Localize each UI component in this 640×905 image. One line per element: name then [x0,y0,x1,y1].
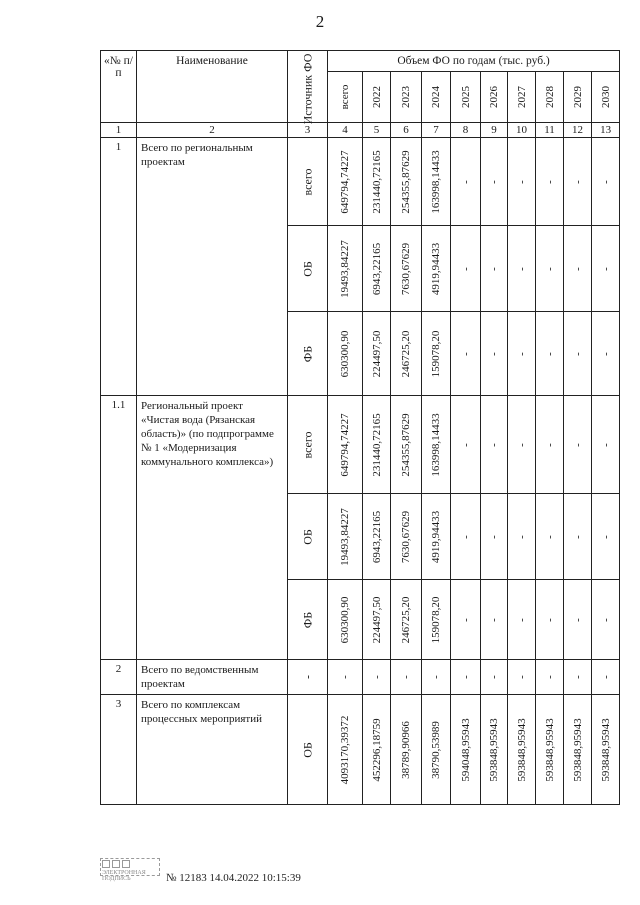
value-cell [363,580,391,660]
value-cell-text: 594048,95943 [459,718,472,782]
value-cell [508,396,536,494]
value-cell [451,138,481,226]
column-number: 4 [328,123,363,138]
table-row [101,138,620,226]
column-number: 3 [288,123,328,138]
source-cell-text: - [300,675,314,680]
value-cell-text: 231440,72165 [370,149,383,214]
header-year-2022 [363,72,391,123]
source-cell-text: ФБ [300,345,314,362]
value-cell [328,312,363,396]
value-cell [508,695,536,805]
value-cell-text: - [515,442,528,447]
value-cell [564,695,592,805]
value-cell-text: - [599,534,612,539]
value-cell [508,138,536,226]
value-cell-text: - [543,675,556,679]
source-cell [288,660,328,695]
value-cell-text: 163998,14433 [430,412,442,477]
value-cell [508,226,536,312]
value-cell-text: 649794,74227 [339,149,351,214]
source-cell-text: ОБ [300,741,314,758]
value-cell [592,580,620,660]
value-cell [391,138,422,226]
value-cell-text: 593848,95943 [488,718,500,782]
value-cell-text: 254355,87629 [400,412,412,477]
value-cell-text: - [459,617,472,622]
header-year-2030 [592,72,620,123]
value-cell [422,138,451,226]
value-cell [481,226,508,312]
value-cell-text: - [515,351,528,356]
value-cell-text: - [488,534,500,539]
column-number: 11 [536,123,564,138]
value-cell [328,580,363,660]
value-cell [508,580,536,660]
header-year-2025-text: 2025 [459,86,472,108]
header-total [328,72,363,123]
value-cell-text: - [599,351,612,356]
value-cell-text: 4919,94433 [430,510,442,563]
row-number: 1.1 [101,396,137,660]
value-cell [564,580,592,660]
value-cell [451,494,481,580]
value-cell [592,396,620,494]
value-cell [422,580,451,660]
source-cell [288,396,328,494]
source-cell-text: ОБ [300,528,314,545]
value-cell-text: - [571,675,584,679]
value-cell-text: 7630,67629 [400,242,412,295]
source-cell [288,580,328,660]
value-cell-text: - [571,351,584,356]
value-cell [391,660,422,695]
value-cell-text: 159078,20 [430,330,442,377]
value-cell [391,494,422,580]
value-cell-text: 649794,74227 [339,412,351,477]
row-name: Всего по ведомственным проектам [137,660,288,695]
value-cell [391,226,422,312]
header-year-2023 [391,72,422,123]
value-cell [422,396,451,494]
value-cell-text: 593848,95943 [599,718,612,782]
value-cell [592,138,620,226]
value-cell-text: - [543,179,556,184]
header-year-2024 [422,72,451,123]
value-cell [564,312,592,396]
value-cell [328,138,363,226]
value-cell [481,312,508,396]
value-cell-text: - [459,351,472,356]
column-number: 12 [564,123,592,138]
value-cell [328,660,363,695]
registration-footer [100,855,520,885]
value-cell-text: - [599,617,612,622]
value-cell-text: 246725,20 [400,330,412,377]
value-cell [363,660,391,695]
value-cell-text: 593848,95943 [515,718,528,782]
value-cell [363,138,391,226]
column-number: 6 [391,123,422,138]
value-cell-text: 254355,87629 [400,149,412,214]
header-year-2026 [481,72,508,123]
value-cell [422,312,451,396]
header-year-2025 [451,72,481,123]
value-cell-text: 246725,20 [400,596,412,643]
value-cell [328,226,363,312]
row-number: 1 [101,138,137,396]
value-cell [536,580,564,660]
column-number: 5 [363,123,391,138]
header-year-2024-text: 2024 [430,86,442,108]
value-cell-text: - [571,266,584,271]
source-cell [288,695,328,805]
value-cell-text: 231440,72165 [370,412,383,477]
row-name: Региональный проект «Чистая вода (Рязанская область)» (по подпрограмме № 1 «Модернизация коммунального комплекса») [137,396,288,660]
value-cell-text: 38789,90966 [400,720,412,779]
value-cell-text: - [339,675,351,679]
value-cell-text: 4919,94433 [430,242,442,295]
header-year-2028 [536,72,564,123]
value-cell-text: 224497,50 [370,596,383,643]
header-year-2029-text: 2029 [571,86,584,108]
header-year-2022-text: 2022 [370,86,383,108]
value-cell [508,660,536,695]
value-cell-text: - [599,675,612,679]
value-cell-text: 159078,20 [430,596,442,643]
value-cell [451,226,481,312]
value-cell-text: - [543,617,556,622]
value-cell-text: - [515,266,528,271]
value-cell-text: - [430,675,442,679]
value-cell [592,312,620,396]
row-name: Всего по региональным проектам [137,138,288,396]
value-cell [363,312,391,396]
value-cell [481,660,508,695]
value-cell [592,226,620,312]
value-cell-text: - [515,675,528,679]
column-number: 9 [481,123,508,138]
header-total-text: всего [339,84,351,110]
value-cell [451,580,481,660]
source-cell-text: всего [300,167,314,196]
value-cell [363,494,391,580]
header-year-2026-text: 2026 [488,86,500,108]
value-cell-text: - [400,675,412,679]
header-volume: Объем ФО по годам (тыс. руб.) [328,51,620,72]
value-cell [564,396,592,494]
row-number: 3 [101,695,137,805]
value-cell-text: 593848,95943 [571,718,584,782]
value-cell-text: 6943,22165 [370,242,383,295]
value-cell-text: - [515,534,528,539]
value-cell-text: - [543,351,556,356]
header-year-2029 [564,72,592,123]
source-cell-text: всего [300,430,314,459]
value-cell-text: - [571,617,584,622]
value-cell [391,396,422,494]
value-cell-text: - [459,534,472,539]
value-cell [564,660,592,695]
value-cell-text: - [599,442,612,447]
value-cell [422,226,451,312]
source-cell [288,312,328,396]
source-cell [288,226,328,312]
value-cell-text: 4093170,39372 [339,715,351,785]
header-num: «№ п/п [101,51,137,123]
value-cell-text: - [488,617,500,622]
row-number: 2 [101,660,137,695]
header-source-text: Источник ФО [300,53,314,125]
source-cell [288,138,328,226]
header-year-2027-text: 2027 [515,86,528,108]
value-cell [451,312,481,396]
value-cell [451,695,481,805]
value-cell-text: - [459,266,472,271]
value-cell-text: - [599,266,612,271]
signature-stamp [100,858,160,882]
header-name: Наименование [137,51,288,123]
value-cell-text: - [488,351,500,356]
value-cell-text: 19493,84227 [339,507,351,566]
value-cell [363,396,391,494]
value-cell-text: 452296,18759 [370,718,383,782]
header-year-2030-text: 2030 [599,86,612,108]
header-year-2027 [508,72,536,123]
value-cell [536,312,564,396]
value-cell [328,494,363,580]
value-cell-text: 19493,84227 [339,239,351,298]
value-cell [451,396,481,494]
value-cell [422,695,451,805]
value-cell [391,580,422,660]
stamp-text: ЭЛЕКТРОННАЯ ПОДПИСЬ [102,870,146,882]
value-cell [391,312,422,396]
value-cell [481,494,508,580]
value-cell-text: - [599,179,612,184]
value-cell [536,226,564,312]
registration-number: № 12183 14.04.2022 10:15:39 [166,872,301,884]
value-cell-text: - [488,179,500,184]
header-source [288,51,328,123]
value-cell [536,396,564,494]
value-cell-text: 7630,67629 [400,510,412,563]
row-name: Всего по комплексам процессных мероприятий [137,695,288,805]
value-cell-text: - [515,179,528,184]
value-cell-text: - [543,534,556,539]
table-row [101,396,620,494]
value-cell-text: - [543,442,556,447]
column-number: 8 [451,123,481,138]
value-cell-text: 630300,90 [339,330,351,377]
value-cell [422,660,451,695]
value-cell-text: - [488,675,500,679]
value-cell-text: - [488,266,500,271]
value-cell-text: 630300,90 [339,596,351,643]
value-cell [363,226,391,312]
value-cell [536,138,564,226]
value-cell-text: 593848,95943 [543,718,556,782]
value-cell-text: 38790,53989 [430,720,442,779]
value-cell [391,695,422,805]
value-cell [508,494,536,580]
value-cell [481,138,508,226]
value-cell-text: - [515,617,528,622]
value-cell [592,695,620,805]
value-cell [328,695,363,805]
value-cell [481,396,508,494]
value-cell [592,660,620,695]
value-cell [536,494,564,580]
value-cell [363,695,391,805]
value-cell [536,695,564,805]
column-number: 2 [137,123,288,138]
value-cell-text: - [571,534,584,539]
value-cell-text: - [543,266,556,271]
source-cell-text: ОБ [300,260,314,277]
source-cell [288,494,328,580]
value-cell-text: - [571,179,584,184]
value-cell [481,695,508,805]
header-year-2023-text: 2023 [400,86,412,108]
header-year-2028-text: 2028 [543,86,556,108]
value-cell [481,580,508,660]
value-cell [536,660,564,695]
value-cell-text: - [571,442,584,447]
value-cell [592,494,620,580]
value-cell-text: - [488,442,500,447]
column-number: 13 [592,123,620,138]
column-number: 7 [422,123,451,138]
value-cell-text: - [459,675,472,679]
table-row [101,660,620,695]
value-cell [422,494,451,580]
column-number: 1 [101,123,137,138]
value-cell [328,396,363,494]
value-cell-text: 224497,50 [370,330,383,377]
page-number: 2 [315,12,325,31]
value-cell-text: - [370,675,383,679]
value-cell [508,312,536,396]
value-cell-text: - [459,179,472,184]
financing-table [100,50,620,805]
value-cell-text: 6943,22165 [370,510,383,563]
value-cell [564,138,592,226]
source-cell-text: ФБ [300,611,314,628]
value-cell-text: - [459,442,472,447]
table-row [101,695,620,805]
column-number: 10 [508,123,536,138]
value-cell [564,494,592,580]
value-cell [564,226,592,312]
value-cell [451,660,481,695]
value-cell-text: 163998,14433 [430,149,442,214]
